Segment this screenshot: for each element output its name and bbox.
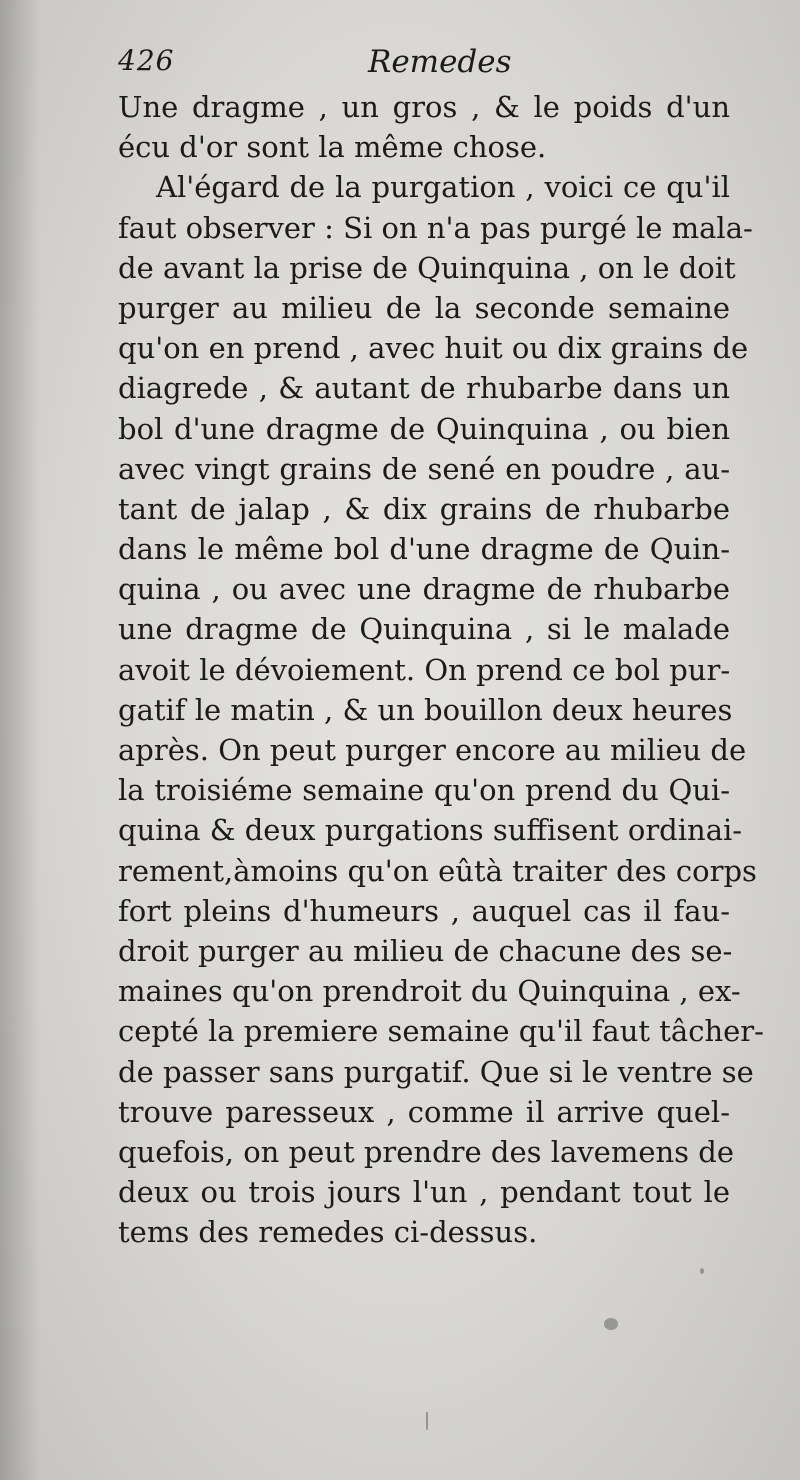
paper-speck: [604, 1318, 618, 1330]
text-line: dans le même bol d'une dragme de Quin-: [118, 532, 730, 567]
text-line: fort pleins d'humeurs , auquel cas il fau-: [118, 893, 730, 928]
text-line: quina , ou avec une dragme de rhubarbe: [118, 572, 730, 607]
text-line: après. On peut purger encore au milieu de: [118, 733, 747, 767]
text-line: de avant la prise de Quinquina , on le doit: [118, 250, 736, 285]
text-line: maines qu'on prendroit du Quinquina , ex-: [118, 974, 741, 1009]
text-line: avoit le dévoiement. On prend ce bol pur-: [118, 652, 731, 687]
page-number: 426: [118, 44, 175, 77]
text-line: tant de jalap , & dix grains de rhubarbe: [118, 491, 730, 526]
text-line: de passer sans purgatif. Que si le ventre se: [118, 1054, 754, 1089]
text-line: Al'égard de la purgation , voici ce qu'il: [156, 170, 730, 205]
text-line: droit purger au milieu de chacune des se-: [118, 933, 733, 968]
text-line: écu d'or sont la même chose.: [118, 130, 547, 165]
text-line: Une dragme , un gros , & le poids d'un: [118, 90, 730, 124]
text-line: une dragme de Quinquina , si le malade: [118, 612, 730, 647]
text-line: trouve paresseux , comme il arrive quel-: [118, 1094, 730, 1129]
text-line: deux ou trois jours l'un , pendant tout le: [118, 1175, 730, 1210]
text-line: avec vingt grains de sené en poudre , au-: [118, 451, 730, 486]
text-line: diagrede , & autant de rhubarbe dans un: [118, 371, 730, 406]
page-header: [118, 44, 718, 88]
text-line: cepté la premiere semaine qu'il faut tâcher-: [118, 1014, 764, 1049]
text-line: quina & deux purgations suffisent ordinai-: [118, 813, 743, 848]
text-line: rement,àmoins qu'on eûtà traiter des corps: [118, 853, 757, 888]
running-head: Remedes: [368, 44, 512, 80]
text-line: quefois, on peut prendre des lavemens de: [118, 1134, 734, 1169]
text-line: la troisiéme semaine qu'on prend du Qui-: [118, 773, 730, 808]
text-line: faut observer : Si on n'a pas purgé le mala-: [118, 210, 753, 245]
text-line: purger au milieu de la seconde semaine: [118, 290, 730, 325]
text-line: gatif le matin , & un bouillon deux heures: [118, 692, 733, 727]
paper-speck: [426, 1412, 428, 1430]
text-line: tems des remedes ci-dessus.: [118, 1215, 538, 1250]
paper-speck: [700, 1268, 704, 1274]
text-line: bol d'une dragme de Quinquina , ou bien: [118, 411, 730, 446]
text-line: qu'on en prend , avec huit ou dix grains de: [118, 331, 749, 366]
body-text: [118, 87, 764, 1252]
page-edge-shadow: [0, 0, 40, 1480]
